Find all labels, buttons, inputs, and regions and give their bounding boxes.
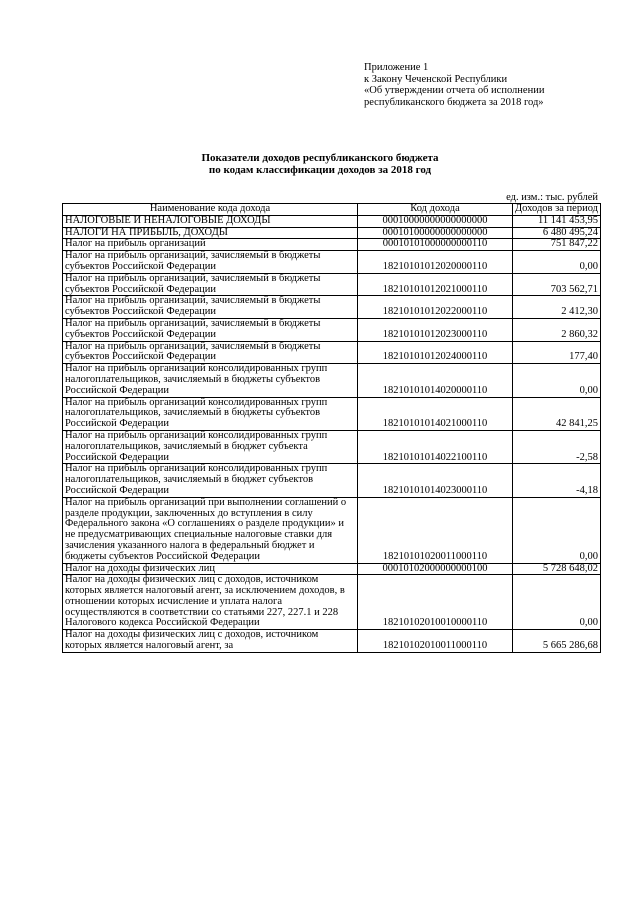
row-name-cell: Налог на прибыль организаций, зачисляемый в бюджеты субъектов Российской Федерации [63, 318, 358, 341]
table-row [63, 575, 601, 630]
row-amount-cell: 751 847,22 [513, 239, 601, 251]
appendix-line: республиканского бюджета за 2018 год» [364, 96, 544, 108]
units-label: ед. изм.: тыс. рублей [506, 192, 598, 203]
table-row [63, 630, 601, 653]
row-name-cell: Налог на доходы физических лиц с доходов, источником которых является налоговый агент, за исключением доходов, в отношении которых исчисление и уплата налога осуществляются в соответствии со статьями 227, 227.1 и 228 Налогового кодекса Российской Федерации [63, 575, 358, 630]
row-code-cell: 18210102010010000110 [358, 575, 513, 630]
row-code-cell: 18210101012020000110 [358, 251, 513, 274]
table-row [63, 296, 601, 319]
document-title [0, 152, 640, 176]
row-amount-cell: 0,00 [513, 251, 601, 274]
row-name-cell: Налог на прибыль организаций, зачисляемый в бюджеты субъектов Российской Федерации [63, 341, 358, 364]
row-code-cell: 18210101012023000110 [358, 318, 513, 341]
title-line-1: Показатели доходов республиканского бюджета [201, 152, 439, 164]
row-amount-cell: 177,40 [513, 341, 601, 364]
table-row [63, 239, 601, 251]
header-code: Код дохода [358, 204, 513, 216]
row-code-cell: 00010100000000000000 [358, 227, 513, 239]
table-body [63, 215, 601, 652]
row-name-cell: НАЛОГИ НА ПРИБЫЛЬ, ДОХОДЫ [63, 227, 358, 239]
table-row [63, 251, 601, 274]
table-row [63, 227, 601, 239]
row-code-cell: 18210101014020000110 [358, 364, 513, 397]
row-amount-cell: 0,00 [513, 364, 601, 397]
header-amount: Доходов за период [513, 204, 601, 216]
row-amount-cell: -2,58 [513, 430, 601, 463]
row-name-cell: Налог на прибыль организаций консолидированных групп налогоплательщиков, зачисляемый в бюджеты субъектов Российской Федерации [63, 397, 358, 430]
table-header-row [63, 204, 601, 216]
table-row [63, 273, 601, 296]
row-name-cell: Налог на прибыль организаций при выполнении соглашений о разделе продукции, заключенных до вступления в силу Федерального закона «О соглашениях о разделе продукции» и не предусматривающих специальные налоговые ставки для зачисления указанного налога в федеральный бюджет и бюджеты субъектов Российской Федерации [63, 497, 358, 563]
row-name-cell: Налог на доходы физических лиц с доходов, источником которых является налоговый агент, за [63, 630, 358, 653]
row-name-cell: Налог на прибыль организаций консолидированных групп налогоплательщиков, зачисляемый в бюджет субъекта Российской Федерации [63, 430, 358, 463]
row-amount-cell: 42 841,25 [513, 397, 601, 430]
row-name-cell: Налог на прибыль организаций [63, 239, 358, 251]
table-row [63, 563, 601, 575]
appendix-line: к Закону Чеченской Республики [364, 73, 508, 85]
row-name-cell: Налог на прибыль организаций консолидированных групп налогоплательщиков, зачисляемый в бюджеты субъектов Российской Федерации [63, 364, 358, 397]
row-name-cell: Налог на прибыль организаций консолидированных групп налогоплательщиков, зачисляемый в бюджет субъектов Российской Федерации [63, 464, 358, 497]
table-row [63, 318, 601, 341]
appendix-line: «Об утверждении отчета об исполнении [364, 85, 545, 96]
row-code-cell: 18210101014021000110 [358, 397, 513, 430]
table-row [63, 464, 601, 497]
row-code-cell: 18210101012021000110 [358, 273, 513, 296]
row-code-cell: 18210101014022100110 [358, 430, 513, 463]
row-amount-cell: 2 412,30 [513, 296, 601, 319]
revenue-table [62, 203, 601, 653]
table-row [63, 364, 601, 397]
row-code-cell: 00010101000000000110 [358, 239, 513, 251]
table-row [63, 497, 601, 563]
title-line-2: по кодам классификации доходов за 2018 год [208, 164, 432, 176]
row-code-cell: 00010000000000000000 [358, 215, 513, 227]
table-row [63, 430, 601, 463]
row-name-cell: НАЛОГОВЫЕ И НЕНАЛОГОВЫЕ ДОХОДЫ [63, 215, 358, 227]
row-code-cell: 18210101014023000110 [358, 464, 513, 497]
row-code-cell: 18210102010011000110 [358, 630, 513, 653]
row-name-cell: Налог на доходы физических лиц [63, 563, 358, 575]
row-amount-cell: 6 480 495,24 [513, 227, 601, 239]
table-row [63, 341, 601, 364]
row-name-cell: Налог на прибыль организаций, зачисляемый в бюджеты субъектов Российской Федерации [63, 251, 358, 274]
row-code-cell: 18210101020011000110 [358, 497, 513, 563]
appendix-line: Приложение 1 [364, 62, 429, 73]
table-row [63, 215, 601, 227]
row-amount-cell: 11 141 453,95 [513, 215, 601, 227]
row-amount-cell: 0,00 [513, 575, 601, 630]
row-amount-cell: 2 860,32 [513, 318, 601, 341]
header-name: Наименование кода дохода [63, 204, 358, 216]
row-amount-cell: -4,18 [513, 464, 601, 497]
row-name-cell: Налог на прибыль организаций, зачисляемый в бюджеты субъектов Российской Федерации [63, 296, 358, 319]
row-code-cell: 18210101012024000110 [358, 341, 513, 364]
row-name-cell: Налог на прибыль организаций, зачисляемый в бюджеты субъектов Российской Федерации [63, 273, 358, 296]
row-amount-cell: 0,00 [513, 497, 601, 563]
row-code-cell: 00010102000000000100 [358, 563, 513, 575]
row-code-cell: 18210101012022000110 [358, 296, 513, 319]
row-amount-cell: 5 665 286,68 [513, 630, 601, 653]
row-amount-cell: 703 562,71 [513, 273, 601, 296]
table-row [63, 397, 601, 430]
appendix-block [364, 62, 544, 108]
row-amount-cell: 5 728 648,02 [513, 563, 601, 575]
